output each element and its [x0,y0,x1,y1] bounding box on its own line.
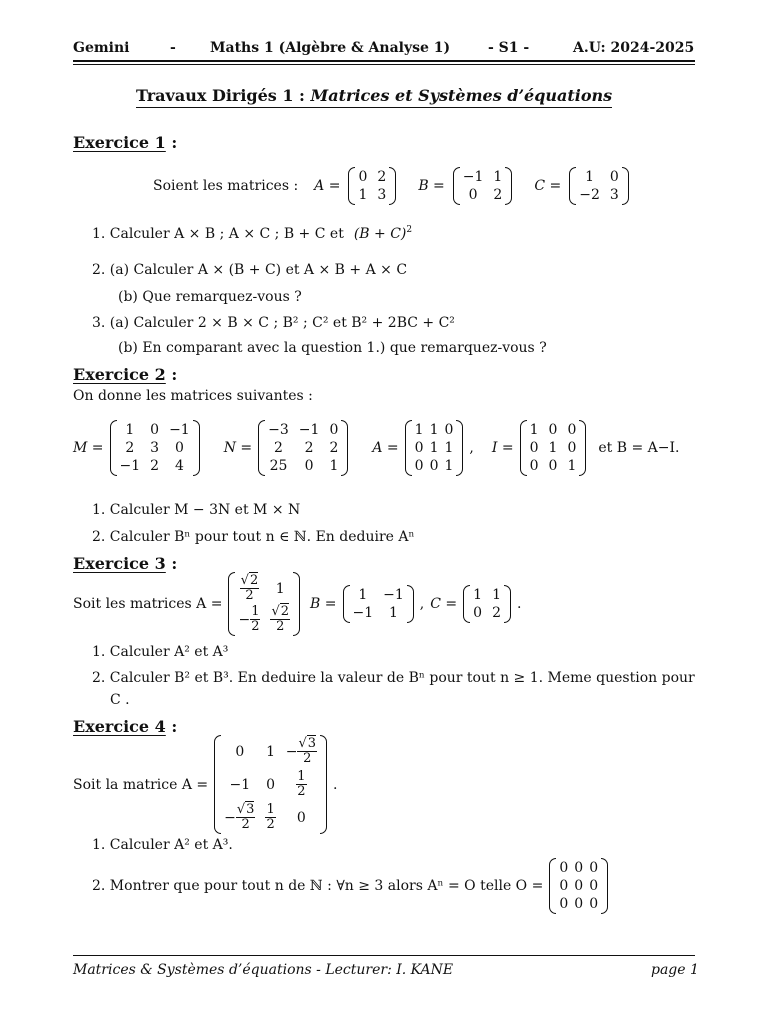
matrix-cell: 2 [329,440,339,456]
matrix-cell: 0 [414,458,424,474]
matrix-cell: 1 [493,169,503,185]
matrix-cell: 1 [529,422,539,438]
ex1-heading: Exercice 1 : [73,133,178,152]
ex1-matrices: Soient les matrices : A = 0 2 1 3 B = −1 1 0 2 C = 1 0 −2 3 [153,167,629,205]
matrix-cell: 0 [358,169,368,185]
matrix-N [258,420,348,476]
matrix-cell: −1 [169,422,190,438]
matrix-cell: 2 [125,440,135,456]
matrix-I [520,420,587,476]
matrix-A1 [348,167,396,205]
header-rule-thin [73,64,695,65]
matrix-cell: −3 [268,422,289,438]
matrix-cell: 0 [589,896,599,912]
matrix-cell: 1 [567,458,577,474]
ex3-q2: 2. Calculer B² et B³. En deduire la valeur de Bⁿ pour tout n ≥ 1. Meme question pour [92,670,695,686]
header-left: Gemini [73,40,130,56]
ex2-heading: Exercice 2 : [73,365,178,384]
page-title [136,86,612,108]
header-course: Maths 1 (Algèbre & Analyse 1) [210,40,451,56]
footer-rule [73,955,695,956]
matrix-cell: 0 [559,878,569,894]
matrix-cell: 1 [329,458,339,474]
ex4-heading: Exercice 4 : [73,717,178,736]
matrix-O [549,858,608,914]
ex4-q1: 1. Calculer A² et A³. [92,837,233,853]
ex3-matrices: Soit les matrices A = $\frac{√2}{2}$ 1 − $\frac{1}{2}$ $\frac{√2}{2}$ B = 1 −1 −1 1 , C = 1 1 0 2 . [73,573,522,634]
matrix-cell: 0 [567,440,577,456]
matrix-cell: 0 [529,458,539,474]
ex4-q2-text: 2. Montrer que pour tout n de ℕ : ∀n ≥ 3 alors Aⁿ = O telle O = [92,878,544,894]
matrix-cell: −1 [119,458,141,474]
matrix-cell: 0 [529,440,539,456]
matrix-A2 [405,420,464,476]
header-dash: - [170,40,176,56]
matrix-cell: −1 [352,605,374,621]
matrix-cell: 0 [567,422,577,438]
matrix-cell: 0 [174,440,184,456]
ex1-q2b: (b) Que remarquez-vous ? [118,289,302,305]
matrix-cell: 0 [609,169,619,185]
matrix-C1 [569,167,629,205]
ex1-q3b: (b) En comparant avec la question 1.) que remarquez-vous ? [118,340,547,356]
matrix-cell: 2 [377,169,387,185]
matrix-cell: 1 [473,587,483,603]
header-year: A.U: 2024-2025 [573,40,695,56]
matrix-B1 [453,167,513,205]
ex3-q1: 1. Calculer A² et A³ [92,644,229,660]
matrix-cell: 1 [358,587,368,603]
matrix-cell: 0 [304,458,314,474]
matrix-cell: 2 [492,605,501,621]
matrix-A3: $\frac{√2}{2}$ 1 − $\frac{1}{2}$ $\frac{√2}{2}$ [228,572,300,636]
matrix-cell: 25 [269,458,288,474]
ex1-intro: Soient les matrices : [153,178,299,194]
title-subject: Matrices et Systèmes d’équations [310,86,613,105]
header-rule [73,60,695,62]
matrix-cell: 2 [304,440,314,456]
matrix-cell: 1 [492,587,501,603]
matrix-cell: 1 [444,440,454,456]
matrix-cell: 1 [429,440,439,456]
matrix-cell: 2 [150,458,160,474]
footer-left: Matrices & Systèmes d’équations - Lecturer: I. KANE [73,962,454,978]
matrix-cell: 1 [125,422,135,438]
matrix-cell: 1 [548,440,558,456]
matrix-A4: 0 1 − $\frac{√3}{2}$ −1 0 $\frac{1}{2}$ − $\frac{√3}{2}$ $\frac{1}{2}$ 0 [214,735,327,834]
matrix-cell: −1 [383,587,404,603]
matrix-cell: 2 [493,187,503,203]
matrix-cell: 1 [585,169,595,185]
ex1-q1-text: 1. Calculer A × B ; A × C ; B + C et [92,226,344,242]
matrix-cell: 0 [429,458,439,474]
ex2-matrices: M = 1 0 −1 2 3 0 −1 2 4 N = −3 −1 0 2 2 2 25 0 1 A = 1 1 0 0 1 1 0 0 1 , I = 1 0 0 0 1 0 0 0 1 et B = A−I. [73,422,680,474]
title-prefix: Travaux Dirigés 1 : [136,86,305,105]
matrix-cell: −1 [462,169,484,185]
ex2-intro: On donne les matrices suivantes : [73,388,313,404]
matrix-cell: 0 [589,878,599,894]
matrix-cell: 0 [559,896,569,912]
ex3-q2b: C . [110,692,130,708]
ex4-q2 [92,858,608,914]
matrix-cell: 0 [574,860,584,876]
matrix-cell: 3 [609,187,619,203]
matrix-C3 [463,585,511,623]
matrix-cell: 4 [174,458,184,474]
matrix-cell: 1 [444,458,454,474]
matrix-cell: 2 [274,440,283,456]
ex3-heading: Exercice 3 : [73,554,178,573]
ex4-matrix-line: Soit la matrice A = 0 1 − $\frac{√3}{2}$ −1 0 $\frac{1}{2}$ − $\frac{√3}{2}$ $\frac{1}{2}$ 0 . [73,736,338,832]
matrix-cell: 1 [358,187,368,203]
ex3-intro: Soit les matrices A = [73,596,223,612]
matrix-cell: −2 [579,187,600,203]
footer-page: page 1 [651,962,699,978]
ex1-q3a: 3. (a) Calculer 2 × B × C ; B² ; C² et B² + 2BC + C² [92,315,455,331]
ex2-q2: 2. Calculer Bⁿ pour tout n ∈ ℕ. En deduire Aⁿ [92,529,415,545]
matrix-cell: 1 [429,422,439,438]
matrix-cell: 0 [574,878,584,894]
matrix-cell: 3 [377,187,387,203]
matrix-cell: 1 [389,605,398,621]
matrix-cell: 0 [150,422,160,438]
matrix-cell: −1 [298,422,320,438]
ex2-tail: et B = A−I. [598,440,680,456]
matrix-B3 [343,585,414,623]
matrix-cell: 3 [150,440,160,456]
ex1-q2a: 2. (a) Calculer A × (B + C) et A × B + A × C [92,262,408,278]
ex2-q1: 1. Calculer M − 3N et M × N [92,502,301,518]
matrix-cell: 0 [444,422,454,438]
matrix-cell: 0 [589,860,599,876]
ex1-q1-power: $(B + C)^2$ [353,225,413,242]
matrix-cell: 0 [414,440,424,456]
matrix-cell: 0 [574,896,584,912]
matrix-cell: 0 [473,605,483,621]
matrix-cell: 1 [414,422,424,438]
ex1-q1 [92,226,412,242]
matrix-M [110,420,200,476]
matrix-cell: 0 [548,458,558,474]
matrix-cell: 0 [559,860,569,876]
header-semester: - S1 - [488,40,530,56]
matrix-cell: 0 [329,422,339,438]
matrix-cell: 0 [468,187,478,203]
ex4-intro: Soit la matrice A = [73,776,209,793]
matrix-cell: 0 [548,422,558,438]
